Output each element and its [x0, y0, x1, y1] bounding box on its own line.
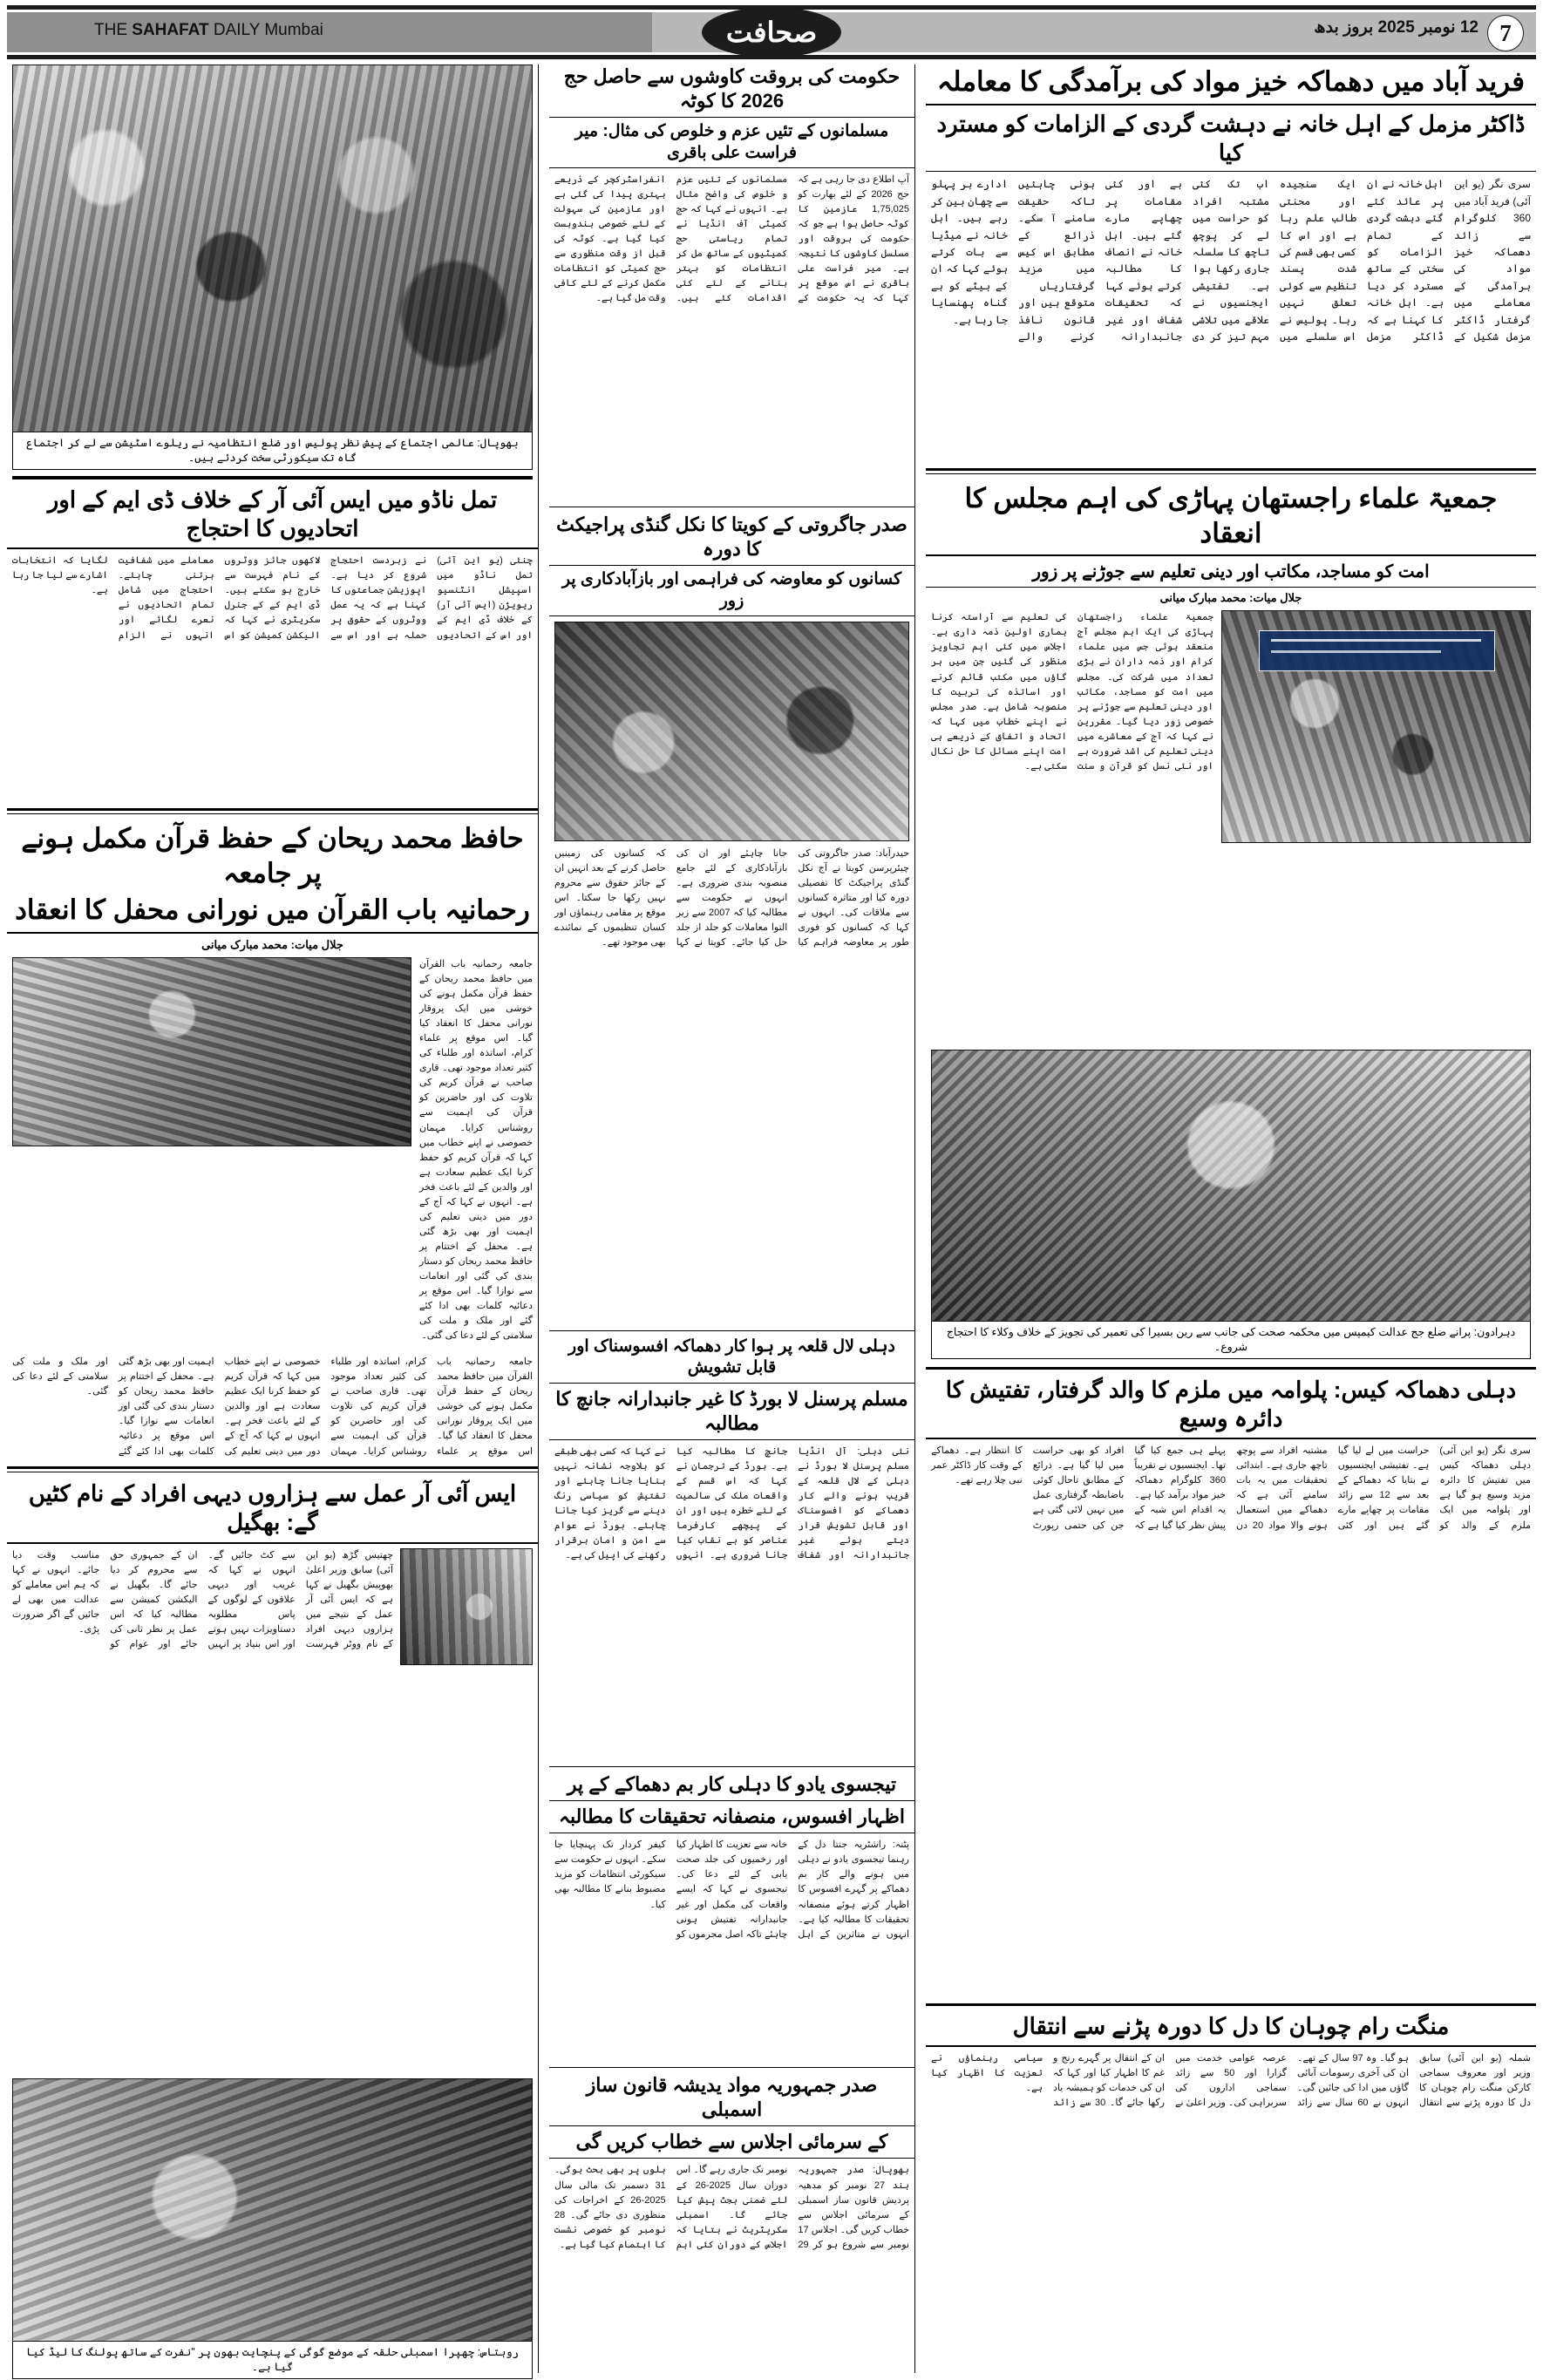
- masthead-brand: SAHAFAT: [132, 21, 209, 39]
- headline-tejashwi-line2: اظہار افسوس، منصفانہ تحقیقات کا مطالبہ: [559, 1805, 905, 1828]
- headline-redfort-line2: مسلم پرسنل لا بورڈ کا غیر جانبدارانہ جانچ کا مطالبہ: [555, 1387, 908, 1434]
- headline-president-line2: کے سرمائی اجلاس سے خطاب کریں گی: [575, 2131, 888, 2153]
- headline-hafiz-line1: حافظ محمد ریحان کے حفظ قرآن مکمل ہونے پر جامعہ: [21, 823, 524, 888]
- body-paragraph: چنئی (یو این آئی) تمل ناڈو میں اسپیشل انٹنسیو ریویژن (ایس آئی آر) کے خلاف ڈی ایم کے اور اس کے اتحادیوں نے زبردست احتجاج شروع کر دیا ہے۔ اپوزیشن جماعتوں کا کہنا ہے کہ یہ عمل ووٹروں کے حقوق پر حملہ ہے اور اس سے لاکھوں جائز ووٹروں کے نام فہرست سے خارج ہو سکتے ہیں۔ ڈی ایم کے کے جنرل سکریٹری نے کہا کہ الیکشن کمیشن کو اس معاملے میں شفافیت برتنی چاہئے۔ احتجاج میں شامل تمام اتحادیوں نے نعرے لگائے اور انہوں نے الزام لگایا کہ انتخابات اشارے سے لیا جا رہا ہے۔: [12, 555, 533, 641]
- byline-hafiz: جلال میات: محمد مبارک میانی: [201, 938, 343, 952]
- sahafat-logo: صحافت: [702, 7, 841, 58]
- body-paragraph: چھتیس گڑھ (یو این آئی) سابق وزیر اعلیٰ بھوپیش بگھیل نے کہا ہے کہ ایس آئی آر عمل کے نتیجے میں ہزاروں دیہی افراد کے نام ووٹر فہرست سے کٹ جائیں گے۔ انہوں نے کہا کہ غریب اور دیہی علاقوں کے لوگوں کے پاس مطلوبہ دستاویزات نہیں ہوتے اور اس بنیاد پر انہیں ان کے جمہوری حق سے محروم کر دیا جائے گا۔ بگھیل نے الیکشن کمیشن سے مطالبہ کیا کہ اس عمل پر نظر ثانی کی جائے اور عوام کو مناسب وقت دیا جائے۔ انہوں نے کہا کہ ہم اس معاملے کو عدالت میں بھی لے جائیں گے اگر ضرورت پڑی۔: [12, 1549, 393, 1649]
- byline-rajasthan: جلال میات: محمد مبارک میانی: [1159, 591, 1302, 605]
- body-delhi-blast: [926, 1444, 1536, 1533]
- headline-hafiz-line2: رحمانیہ باب القرآن میں نورانی محفل کا انعقاد: [15, 894, 530, 926]
- page-number: 7: [1487, 15, 1524, 51]
- body-paragraph: سری نگر (یو این آئی) دہلی دھماکہ کیس میں تفتیش کا دائرہ مزید وسیع ہو گیا ہے اور پلوامہ میں ایک ملزم کے والد کو حراست میں لے لیا گیا ہے۔ تفتیشی ایجنسیوں نے بتایا کہ دھماکے کے بعد سے 12 سے زائد مقامات پر چھاپے مارے گئے ہیں اور کئی مشتبہ افراد سے پوچھ تاچھ جاری ہے۔ ابتدائی تحقیقات میں یہ بات سامنے آئی ہے کہ دھماکے میں استعمال ہونے والا مواد 20 دن پہلے ہی جمع کیا گیا تھا۔ ایجنسیوں نے تقریباً 360 کلوگرام دھماکہ خیز مواد برآمد کیا ہے۔ یہ اقدام اس شبہ کے پیش نظر کیا گیا ہے کہ افراد کو بھی حراست میں لیا گیا ہے۔ ذرائع کے مطابق تاحال کوئی باضابطہ گرفتاری عمل میں نہیں لائی گئی ہے جن کی حتمی رپورٹ کا انتظار ہے۔ دھماکے کے وقت کار ڈاکٹر عمر نبی چلا رہے تھے۔: [931, 1445, 1531, 1531]
- body-tejashwi: [549, 1838, 914, 1941]
- body-president: [549, 2163, 914, 2254]
- masthead: [7, 5, 1536, 59]
- body-hajj: [549, 173, 914, 308]
- photo-bhopal-security: [12, 65, 533, 432]
- body-hafiz-side: [419, 957, 533, 1343]
- masthead-daily: DAILY Mumbai: [213, 21, 323, 39]
- subheadline-faridabad: ڈاکٹر مزمل کے اہل خانہ نے دہشت گردی کے الزامات کو مسترد کیا: [936, 110, 1526, 166]
- body-mangat-ram: [926, 2051, 1536, 2111]
- body-paragraph: جمعیۃ علماء راجستھان پہاڑی کی ایک اہم مجلس آج منعقد ہوئی جس میں علماء کرام اور ذمہ داران نے بڑی تعداد میں شرکت کی۔ مجلس میں امت کو مساجد، مکاتب اور دینی تعلیم سے جوڑنے پر خصوصی زور دیا گیا۔ مقررین نے کہا کہ آج کے معاشرے میں دینی تعلیم کی اشد ضرورت ہے اور نئی نسل کو قرآن و سنت کی تعلیم سے آراستہ کرنا ہماری اولین ذمہ داری ہے۔ اجلاس میں کئی اہم تجاویز منظور کی گئیں جن میں ہر گاؤں میں مکتب قائم کرنے اور اساتذہ کی تربیت کا منصوبہ شامل ہے۔ صدر مجلس نے اپنے خطاب میں کہا کہ اتحاد و اتفاق کے ذریعے ہی امت اپنے مسائل کا حل نکال سکتی ہے۔: [931, 612, 1213, 772]
- body-paragraph: جامعہ رحمانیہ باب القرآن میں حافظ محمد ریحان کے حفظ قرآن مکمل ہونے کی خوشی میں ایک پروقار نورانی محفل کا انعقاد کیا گیا۔ اس موقع پر علماء کرام، اساتذہ اور طلباء کی کثیر تعداد موجود تھی۔ قاری صاحب نے قرآن کریم کی تلاوت کی اور حاضرین کو قرآن کی اہمیت سے روشناس کرایا۔ مہمان خصوصی نے اپنے خطاب میں کہا کہ قرآن کریم کو حفظ کرنا ایک عظیم سعادت ہے اور والدین کے لئے باعث فخر ہے۔ انہوں نے کہا کہ آج کے دور میں دینی تعلیم کی اہمیت اور بھی بڑھ گئی ہے۔ محفل کے اختتام پر حافظ محمد ریحان کو دستار بندی کی گئی اور انعامات سے نوازا گیا۔ اس موقع پر دعائیہ کلمات بھی ادا کئے گئے اور ملک و ملت کی سلامتی کے لئے دعا کی گئی۔: [419, 959, 533, 1342]
- body-paragraph: جامعہ رحمانیہ باب القرآن میں حافظ محمد ریحان کے حفظ قرآن مکمل ہونے کی خوشی میں ایک پروقار نورانی محفل کا انعقاد کیا گیا۔ اس موقع پر علماء کرام، اساتذہ اور طلباء کی کثیر تعداد موجود تھی۔ قاری صاحب نے قرآن کریم کی تلاوت کی اور حاضرین کو قرآن کی اہمیت سے روشناس کرایا۔ مہمان خصوصی نے اپنے خطاب میں کہا کہ قرآن کریم کو حفظ کرنا ایک عظیم سعادت ہے اور والدین کے لئے باعث فخر ہے۔ انہوں نے کہا کہ آج کے دور میں دینی تعلیم کی اہمیت اور بھی بڑھ گئی ہے۔ محفل کے اختتام پر حافظ محمد ریحان کو دستار بندی کی گئی اور انعامات سے نوازا گیا۔ اس موقع پر دعائیہ کلمات بھی ادا کئے گئے اور ملک و ملت کی سلامتی کے لئے دعا کی گئی۔: [12, 1357, 533, 1457]
- column-right: [926, 65, 1536, 2373]
- body-sir-names: [12, 1548, 393, 1652]
- column-left: [7, 65, 539, 2373]
- body-paragraph: بھوپال: صدر جمہوریہ ہند 27 نومبر کو مدھیہ پردیش قانون ساز اسمبلی کے سرمائی اجلاس سے خطاب کریں گی۔ اجلاس 17 نومبر سے شروع ہو کر 29 نومبر تک جاری رہے گا۔ اس دوران سال 2025-26 کے لئے ضمنی بجٹ پیش کیا جائے گا۔ اسمبلی سکریٹریٹ نے بتایا کہ اجلاس کے دوران کئی اہم بلوں پر بھی بحث ہوگی۔ 31 دسمبر تک مالی سال 2025-26 کے اخراجات کی منظوری دی جائے گی۔ 28 نومبر کو خصوصی نشست کا اہتمام کیا گیا ہے۔: [554, 2165, 909, 2250]
- photo-rohtas-panchayat: [12, 2078, 533, 2342]
- subheadline-hajj: مسلمانوں کے تئیں عزم و خلوص کی مثال: میر فراست علی باقری: [574, 122, 889, 162]
- headline-tamilnadu: تمل ناڈو میں ایس آئی آر کے خلاف ڈی ایم کے اور اتحادیوں کا احتجاج: [47, 486, 498, 542]
- photo-portrait-bhagel: [400, 1548, 533, 1665]
- caption-bottom-photo: روہتاس: چھپرا اسمبلی حلقہ کے موضع گوگی کے پنچایت بھون پر "نفرت کے ساتھ پولنگ کا لیڈ کیا گیا ہے۔: [12, 2342, 533, 2379]
- photo-dehradun-protest: [931, 1050, 1531, 1322]
- body-paragraph: سری نگر (یو این آئی) فرید آباد میں 360 کلوگرام سے زائد دھماکہ خیز مواد کی برآمدگی کے معاملے میں گرفتار ڈاکٹر مزمل شکیل کے اہل خانہ نے ان پر عائد کئے گئے دہشت گردی کے تمام الزامات کو سختی کے ساتھ مسترد کر دیا ہے۔ اہل خانہ کا کہنا ہے کہ ڈاکٹر مزمل ایک سنجیدہ اور محنتی طالب علم رہا ہے اور اس کا کسی بھی قسم کی شدت پسند تنظیم سے کوئی تعلق نہیں رہا۔ پولیس نے اس سلسلے میں اب تک کئی مشتبہ افراد کو حراست میں لے کر پوچھ تاچھ کا سلسلہ جاری رکھا ہوا ہے۔ تفتیشی ایجنسیوں نے علاقے میں تلاشی مہم تیز کر دی ہے اور کئی مقامات پر چھاپے مارے گئے ہیں۔ اہل خانہ نے انصاف کا مطالبہ کرتے ہوئے کہا کہ تحقیقات شفاف اور غیر جانبدارانہ ہونی چاہئیں تاکہ حقیقت سامنے آ سکے۔ ذرائع کے مطابق اس کیس میں مزید گرفتاریاں متوقع ہیں اور قانون نافذ کرنے والے ادارے ہر پہلو سے چھان بین کر رہے ہیں۔ اہل خانہ نے میڈیا سے بات کرتے ہوئے کہا کہ ان کے بیٹے کو بے گناہ پھنسایا جا رہا ہے۔: [931, 178, 1531, 343]
- body-paragraph: حیدرآباد: صدر جاگروتی کی چیئرپرسن کویتا نے آج نکل گنڈی پراجیکٹ کا تفصیلی دورہ کیا اور متاثرہ کسانوں سے ملاقات کی۔ انہوں نے کہا کہ کسانوں کو فوری طور پر معاوضہ فراہم کیا جانا چاہئے اور ان کی بازآبادکاری کے لئے جامع منصوبہ بندی ضروری ہے۔ انہوں نے حکومت سے مطالبہ کیا کہ 2007 سے زیر التوا معاملات کو جلد از جلد حل کیا جائے۔ کویتا نے کہا کہ کسانوں کی زمینیں حاصل کرنے کے بعد انہیں ان کے جائز حقوق سے محروم نہیں رکھا جا سکتا۔ اس موقع پر مقامی رہنماؤں اور کسان تنظیموں کے نمائندے بھی موجود تھے۔: [554, 847, 909, 949]
- headline-jagruti: صدر جاگروتی کے کویتا کا نکل گنڈی پراجیکٹ کا دورہ: [556, 513, 907, 561]
- caption-dehradun: دہرادون: پرانے ضلع جج عدالت کیمپس میں محکمہ صحت کی جانب سے رین بسیرا کی تعمیر کی تجویز کے خلاف وکلاء کا احتجاج شروع۔: [931, 1322, 1531, 1359]
- column-grid: [7, 65, 1536, 2373]
- masthead-the: THE: [94, 21, 127, 39]
- photo-rajasthan-meeting: [1221, 610, 1531, 843]
- headline-delhi-blast: دہلی دھماکہ کیس: پلوامہ میں ملزم کا والد گرفتار، تفتیش کا دائرہ وسیع: [945, 1376, 1517, 1432]
- headline-president-line1: صدر جمہوریہ مواد یدیشہ قانون ساز اسمبلی: [586, 2074, 878, 2121]
- headline-faridabad: فرید آباد میں دھماکہ خیز مواد کی برآمدگی کا معاملہ: [936, 66, 1526, 97]
- body-paragraph: پٹنہ: راشٹریہ جنتا دل کے رہنما تیجسوی یادو نے دہلی میں ہونے والے کار بم دھماکے پر گہرے افسوس کا اظہار کرتے ہوئے منصفانہ تحقیقات کا مطالبہ کیا ہے۔ انہوں نے متاثرین کے اہل خانہ سے تعزیت کا اظہار کیا اور زخمیوں کی جلد صحت یابی کے لئے دعا کی۔ تیجسوی نے کہا کہ ایسے واقعات کی مکمل اور غیر جانبدارانہ تفتیش ہونی چاہئے تاکہ اصل مجرموں کو کیفر کردار تک پہنچایا جا سکے۔ انہوں نے حکومت سے سیکورٹی انتظامات کو مزید مضبوط بنانے کا مطالبہ بھی کیا۔: [554, 1839, 909, 1940]
- body-faridabad: [926, 176, 1536, 345]
- photo-hafiz-gathering: [12, 957, 411, 1146]
- headline-rajasthan: جمعیۃ علماء راجستھان پہاڑی کی اہم مجلس کا انعقاد: [964, 483, 1498, 548]
- body-rajasthan: [931, 610, 1213, 776]
- headline-mangat-ram: منگت رام چوہان کا دل کا دورہ پڑنے سے انتقال: [1012, 2013, 1450, 2039]
- body-tamilnadu: [7, 554, 538, 643]
- subheadline-rajasthan: امت کو مساجد، مکاتب اور دینی تعلیم سے جوڑنے پر زور: [1032, 562, 1430, 582]
- body-paragraph: آپ اطلاع دی جا رہی ہے کہ حج 2026 کے لئے بھارت کو 1,75,025 عازمین کا کوٹہ حاصل ہوا ہے جو کہ حکومت کی بروقت اور مسلسل کاوشوں کا نتیجہ ہے۔ میر فراست علی باقری نے اس موقع پر کہا کہ یہ حکومت کے مسلمانوں کے تئیں عزم و خلوص کی واضح مثال ہے۔ انہوں نے کہا کہ حج کمیٹی آف انڈیا نے تمام ریاستی حج کمیٹیوں کے ساتھ مل کر انتظامات کو بہتر بنانے کے لئے کئی اقدامات کئے ہیں۔ انفراسٹرکچر کے ذریعے بہتری پیدا کی گئی ہے اور عازمین کی سہولت کے لئے خصوصی بندوبست کیا گیا ہے۔ کوٹہ کی قبل از وقت منظوری سے حج کمیٹی کو انتظامات مکمل کرنے کے لئے کافی وقت مل گیا ہے۔: [554, 173, 909, 304]
- body-paragraph: شملہ (یو این آئی) سابق وزیر اور معروف سماجی کارکن منگت رام چوہان کا دل کا دورہ پڑنے سے انتقال ہو گیا۔ وہ 97 سال کے تھے۔ ان کی آخری رسومات آبائی گاؤں میں ادا کی جائیں گی۔ انہوں نے 60 سال سے زائد عرصہ عوامی خدمت میں گزارا اور 50 سے زائد سماجی اداروں کی سربراہی کی۔ وزیر اعلیٰ نے ان کے انتقال پر گہرے رنج و غم کا اظہار کیا اور کہا کہ ان کی خدمات کو ہمیشہ یاد رکھا جائے گا۔ 30 سے زائد سیاسی رہنماؤں نے تعزیت کا اظہار کیا ہے۔: [931, 2053, 1531, 2109]
- headline-sir-names: ایس آئی آر عمل سے ہزاروں دیہی افراد کے نام کٹیں گے: بھگیل: [28, 1480, 517, 1536]
- headline-tejashwi-line1: تیجسوی یادو کا دہلی کار بم دھماکے کے پر: [567, 1773, 897, 1795]
- subheadline-jagruti: کسانوں کو معاوضہ کی فراہمی اور بازآبادکاری پر زور: [561, 570, 902, 610]
- photo-jagruti-visit: [554, 622, 909, 841]
- column-middle: [549, 65, 915, 2373]
- body-redfort: [549, 1445, 914, 1565]
- caption-bhopal: بھوپال: عالمی اجتماع کے پیش نظر پولیس اور ضلع انتظامیہ نے ریلوے اسٹیشن سے لے کر اجتماع گاہ تک سیکورٹی سخت کردئے ہیں۔: [12, 432, 533, 470]
- body-paragraph: نئی دہلی: آل انڈیا مسلم پرسنل لا بورڈ نے دہلی کے لال قلعہ کے قریب ہونے والے کار دھماکے کو افسوسناک اور قابل تشویش قرار دیتے ہوئے غیر جانبدارانہ اور شفاف جانچ کا مطالبہ کیا ہے۔ بورڈ کے ترجمان نے کہا کہ اس قسم کے واقعات ملک کی سالمیت کے لئے خطرہ ہیں اور ان کے پیچھے کارفرما عناصر کو بے نقاب کیا جانا ضروری ہے۔ انہوں نے کہا کہ کسی بھی طبقے کو بلاوجہ نشانہ نہیں بنایا جانا چاہئے اور تفتیش کو سیاسی رنگ دینے سے گریز کیا جانا چاہئے۔ بورڈ نے عوام سے امن و امان برقرار رکھنے کی اپیل کی ہے۔: [554, 1445, 909, 1561]
- headline-redfort-line1: دہلی لال قلعہ پر ہوا کار دھماکہ افسوسناک اور قابل تشویش: [568, 1337, 895, 1377]
- publication-date: 12 نومبر 2025 بروز بدھ: [1314, 18, 1478, 37]
- headline-hajj: حکومت کی بروقت کاوشوں سے حاصل حج 2026 کا کوٹہ: [563, 65, 901, 112]
- body-hafiz: [7, 1355, 538, 1459]
- body-jagruti: [549, 847, 914, 952]
- english-masthead-title: [94, 21, 323, 40]
